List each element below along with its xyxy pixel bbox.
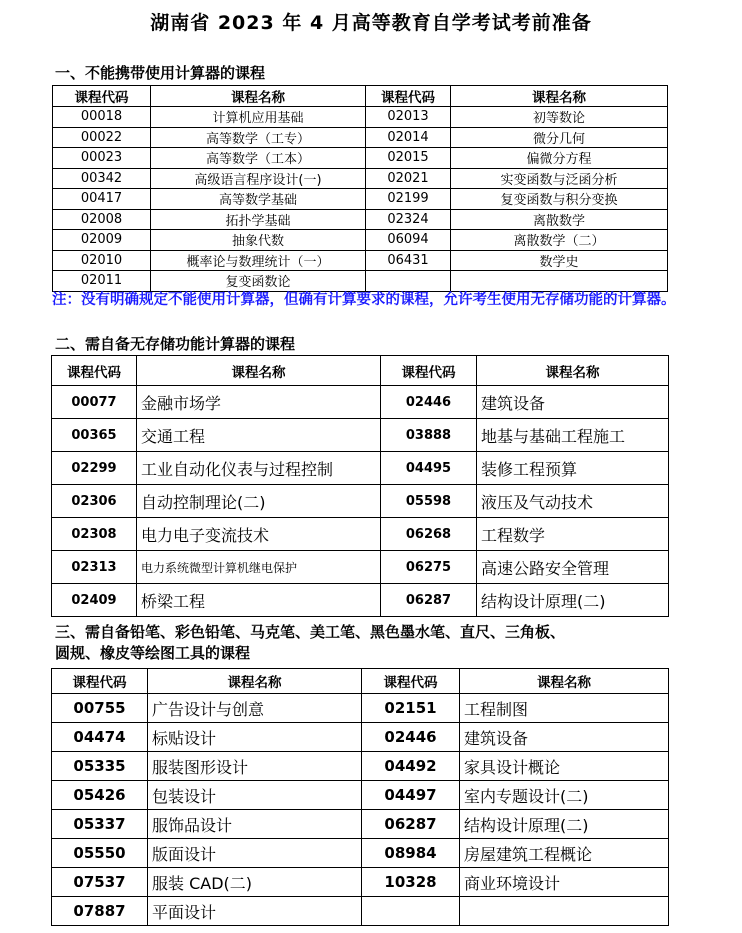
- course-code-cell: 04497: [362, 781, 460, 810]
- table-row: [53, 250, 668, 271]
- course-code-cell: 02008: [53, 209, 151, 230]
- calculator-note: 注：没有明确规定不能使用计算器，但确有计算要求的课程，允许考生使用无存储功能的计算器。: [52, 292, 676, 308]
- header-course-name: 课程名称: [137, 356, 381, 386]
- course-name-cell: 拓扑学基础: [151, 209, 366, 230]
- table-row: [53, 230, 668, 251]
- course-name-cell: 标贴设计: [148, 723, 362, 752]
- table-row: [52, 752, 669, 781]
- header-course-code: 课程代码: [362, 669, 460, 694]
- table-row: [52, 723, 669, 752]
- course-name-cell: 工程制图: [460, 694, 669, 723]
- course-code-cell: 05337: [52, 810, 148, 839]
- course-name-cell: 高等数学基础: [151, 189, 366, 210]
- calculator-required-table: [51, 355, 669, 617]
- course-code-cell: [362, 897, 460, 926]
- course-code-cell: 02313: [52, 551, 137, 584]
- course-code-cell: [366, 271, 451, 292]
- course-name-cell: 液压及气动技术: [477, 485, 669, 518]
- course-code-cell: 05335: [52, 752, 148, 781]
- course-code-cell: 04495: [381, 452, 477, 485]
- course-code-cell: 06094: [366, 230, 451, 251]
- course-name-cell: 广告设计与创意: [148, 694, 362, 723]
- course-code-cell: 02199: [366, 189, 451, 210]
- course-code-cell: 02010: [53, 250, 151, 271]
- header-course-code: 课程代码: [366, 86, 451, 107]
- course-name-cell: 初等数论: [451, 107, 668, 128]
- course-code-cell: 04474: [52, 723, 148, 752]
- course-name-cell: 偏微分方程: [451, 148, 668, 169]
- section3-heading-line1: 三、需自备铅笔、彩色铅笔、马克笔、美工笔、黑色墨水笔、直尺、三角板、: [55, 623, 566, 641]
- course-code-cell: 02324: [366, 209, 451, 230]
- course-name-cell: 离散数学（二）: [451, 230, 668, 251]
- header-course-name: 课程名称: [451, 86, 668, 107]
- course-name-cell: 交通工程: [137, 419, 381, 452]
- table-row: [52, 485, 669, 518]
- course-code-cell: 00365: [52, 419, 137, 452]
- header-course-code: 课程代码: [52, 356, 137, 386]
- table-row: [53, 107, 668, 128]
- table-row: [53, 148, 668, 169]
- course-code-cell: 03888: [381, 419, 477, 452]
- course-code-cell: 00022: [53, 127, 151, 148]
- course-code-cell: 08984: [362, 839, 460, 868]
- header-course-name: 课程名称: [460, 669, 669, 694]
- drawing-tools-table: [51, 668, 669, 926]
- course-name-cell: 建筑设备: [460, 723, 669, 752]
- course-code-cell: 07537: [52, 868, 148, 897]
- course-code-cell: 02446: [381, 386, 477, 419]
- table-row: [52, 518, 669, 551]
- no-calculator-table: [52, 85, 668, 292]
- course-code-cell: 02011: [53, 271, 151, 292]
- table-row: [53, 168, 668, 189]
- course-code-cell: 02446: [362, 723, 460, 752]
- course-name-cell: 地基与基础工程施工: [477, 419, 669, 452]
- course-name-cell: 结构设计原理(二): [477, 584, 669, 617]
- course-code-cell: 05550: [52, 839, 148, 868]
- table-row: [52, 419, 669, 452]
- course-code-cell: 02021: [366, 168, 451, 189]
- course-name-cell: 服饰品设计: [148, 810, 362, 839]
- page-title: 湖南省 2023 年 4 月高等教育自学考试考前准备: [150, 12, 592, 34]
- table-row: [53, 189, 668, 210]
- course-name-cell: 室内专题设计(二): [460, 781, 669, 810]
- course-code-cell: 00077: [52, 386, 137, 419]
- table-row: [52, 584, 669, 617]
- course-code-cell: 06431: [366, 250, 451, 271]
- course-name-cell: 结构设计原理(二): [460, 810, 669, 839]
- table-row: [52, 897, 669, 926]
- course-name-cell: [460, 897, 669, 926]
- course-name-cell: 计算机应用基础: [151, 107, 366, 128]
- table-row: [52, 868, 669, 897]
- course-name-cell: 版面设计: [148, 839, 362, 868]
- header-course-code: 课程代码: [52, 669, 148, 694]
- header-course-code: 课程代码: [381, 356, 477, 386]
- table-row: [52, 810, 669, 839]
- course-name-cell: 电力电子变流技术: [137, 518, 381, 551]
- table-row: [52, 452, 669, 485]
- course-code-cell: 06287: [362, 810, 460, 839]
- course-name-cell: 工程数学: [477, 518, 669, 551]
- course-code-cell: 02409: [52, 584, 137, 617]
- course-name-cell: 金融市场学: [137, 386, 381, 419]
- course-code-cell: 02299: [52, 452, 137, 485]
- course-code-cell: 04492: [362, 752, 460, 781]
- course-name-cell: 房屋建筑工程概论: [460, 839, 669, 868]
- section3-heading-line2: 圆规、橡皮等绘图工具的课程: [55, 644, 251, 662]
- course-code-cell: 00342: [53, 168, 151, 189]
- course-code-cell: 00023: [53, 148, 151, 169]
- course-name-cell: [451, 271, 668, 292]
- course-name-cell: 微分几何: [451, 127, 668, 148]
- course-code-cell: 00755: [52, 694, 148, 723]
- table-row: [52, 551, 669, 584]
- course-name-cell: 高级语言程序设计(一): [151, 168, 366, 189]
- course-code-cell: 10328: [362, 868, 460, 897]
- table-row: [52, 694, 669, 723]
- course-name-cell: 电力系统微型计算机继电保护: [137, 551, 381, 584]
- course-name-cell: 高等数学（工本）: [151, 148, 366, 169]
- course-name-cell: 实变函数与泛函分析: [451, 168, 668, 189]
- course-name-cell: 服装 CAD(二): [148, 868, 362, 897]
- course-name-cell: 抽象代数: [151, 230, 366, 251]
- course-code-cell: 02013: [366, 107, 451, 128]
- section1-heading: 一、不能携带使用计算器的课程: [55, 64, 266, 82]
- course-name-cell: 平面设计: [148, 897, 362, 926]
- course-name-cell: 高速公路安全管理: [477, 551, 669, 584]
- course-name-cell: 家具设计概论: [460, 752, 669, 781]
- table-row: [53, 127, 668, 148]
- header-course-name: 课程名称: [151, 86, 366, 107]
- course-code-cell: 02308: [52, 518, 137, 551]
- course-name-cell: 包装设计: [148, 781, 362, 810]
- course-name-cell: 离散数学: [451, 209, 668, 230]
- course-name-cell: 数学史: [451, 250, 668, 271]
- table-row: [53, 209, 668, 230]
- header-course-name: 课程名称: [148, 669, 362, 694]
- course-code-cell: 05598: [381, 485, 477, 518]
- section2-heading: 二、需自备无存储功能计算器的课程: [55, 335, 296, 353]
- course-name-cell: 桥梁工程: [137, 584, 381, 617]
- course-code-cell: 02151: [362, 694, 460, 723]
- course-code-cell: 02014: [366, 127, 451, 148]
- course-code-cell: 06268: [381, 518, 477, 551]
- course-name-cell: 复变函数与积分变换: [451, 189, 668, 210]
- course-name-cell: 商业环境设计: [460, 868, 669, 897]
- header-course-name: 课程名称: [477, 356, 669, 386]
- course-name-cell: 自动控制理论(二): [137, 485, 381, 518]
- table-row: [52, 781, 669, 810]
- course-code-cell: 02015: [366, 148, 451, 169]
- course-code-cell: 07887: [52, 897, 148, 926]
- course-code-cell: 02306: [52, 485, 137, 518]
- header-course-code: 课程代码: [53, 86, 151, 107]
- course-name-cell: 建筑设备: [477, 386, 669, 419]
- course-name-cell: 高等数学（工专）: [151, 127, 366, 148]
- table-row: [52, 839, 669, 868]
- course-code-cell: 00018: [53, 107, 151, 128]
- table-row: [52, 386, 669, 419]
- course-name-cell: 概率论与数理统计（一）: [151, 250, 366, 271]
- table-row: [53, 271, 668, 292]
- course-code-cell: 02009: [53, 230, 151, 251]
- course-code-cell: 00417: [53, 189, 151, 210]
- course-name-cell: 复变函数论: [151, 271, 366, 292]
- course-code-cell: 06275: [381, 551, 477, 584]
- course-name-cell: 工业自动化仪表与过程控制: [137, 452, 381, 485]
- course-code-cell: 05426: [52, 781, 148, 810]
- course-code-cell: 06287: [381, 584, 477, 617]
- course-name-cell: 服装图形设计: [148, 752, 362, 781]
- course-name-cell: 装修工程预算: [477, 452, 669, 485]
